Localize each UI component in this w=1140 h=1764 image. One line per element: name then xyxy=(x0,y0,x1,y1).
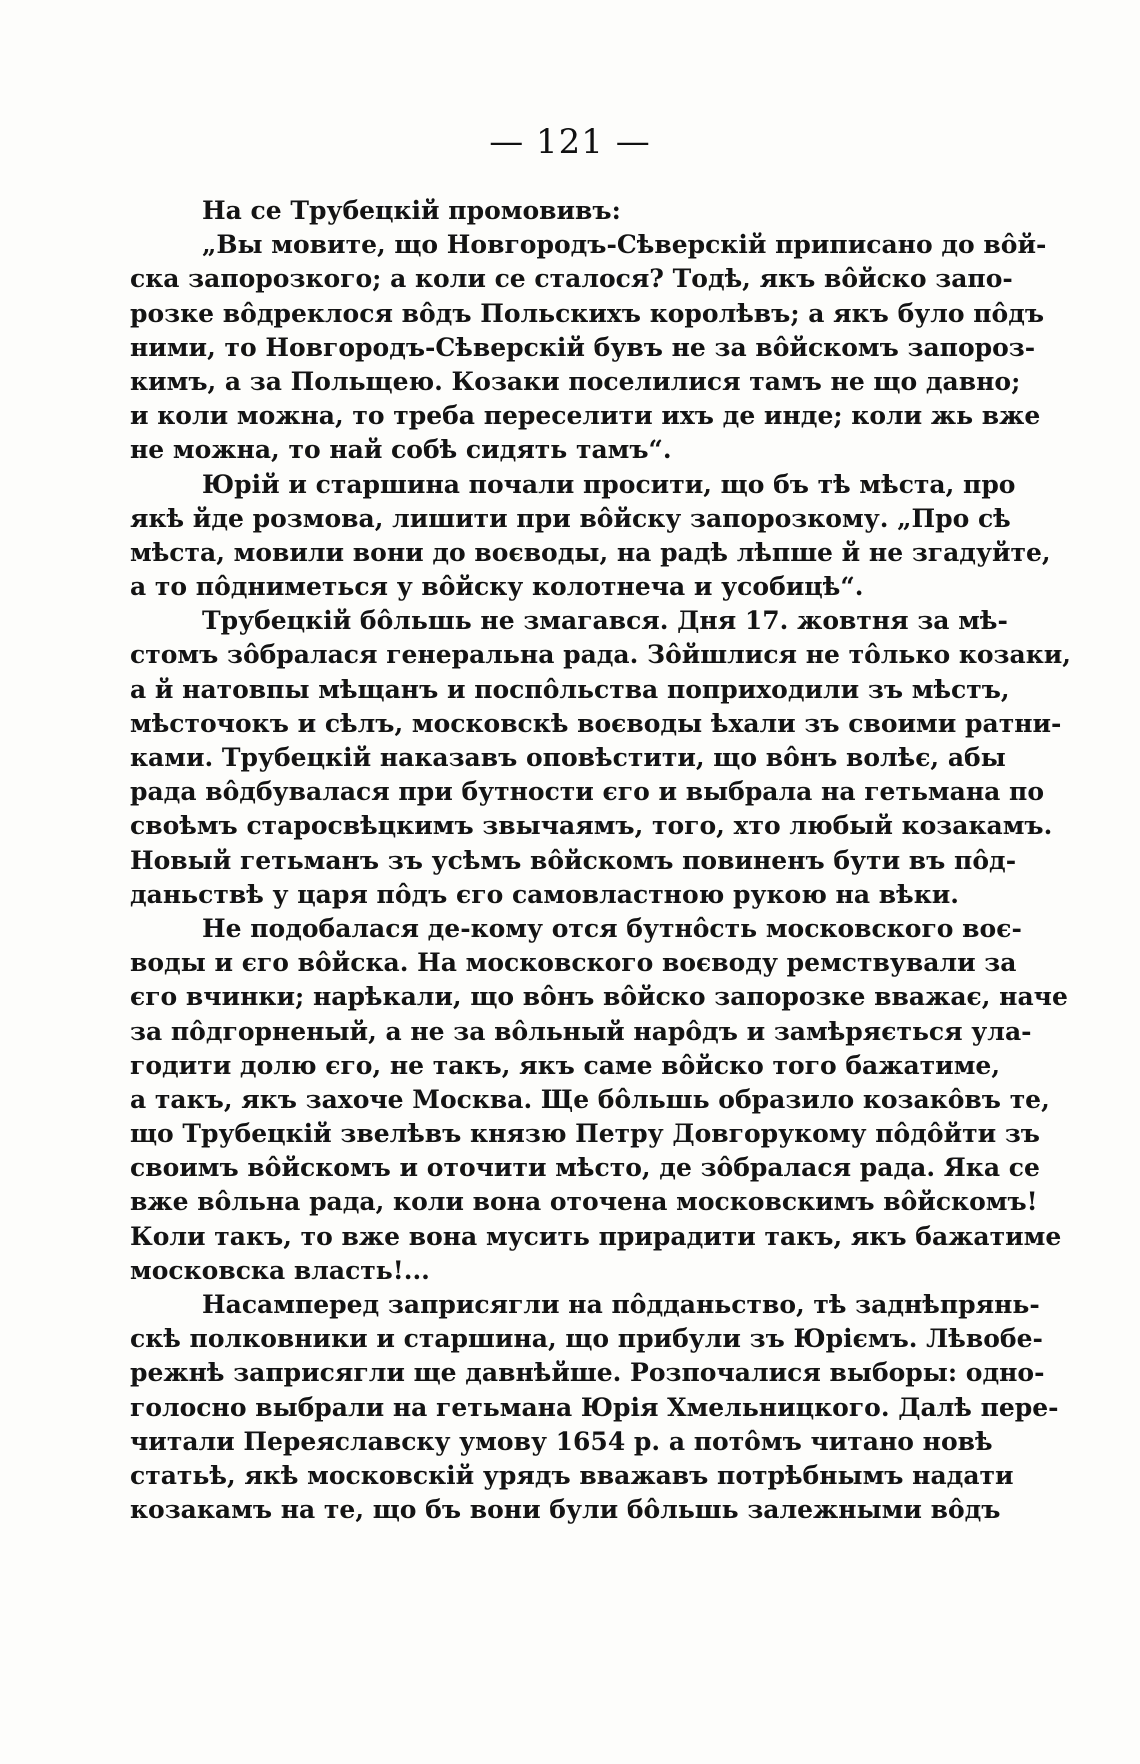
text-line: козакамъ на те, що бъ вони були бôльшь залежными вôдъ xyxy=(130,1495,1001,1525)
text-line: мѣста, мовили вони до воєводы, на радѣ лѣпше й не згадуйте, xyxy=(130,537,1051,567)
text-line: статьѣ, якѣ московскій урядъ вважавъ потрѣбнымъ надати xyxy=(130,1460,1014,1490)
text-line: єго вчинки; нарѣкали, що вôнъ вôйско запорозке вважає, наче xyxy=(130,982,1068,1012)
text-line: ними, то Новгородъ-Сѣверскій бувъ не за вôйскомъ запороз- xyxy=(130,332,1036,362)
text-line: режнѣ заприсягли ще давнѣйше. Розпочалися выборы: одно- xyxy=(130,1358,1045,1388)
text-line: Коли такъ, то вже вона мусить прирадити такъ, якъ бажатиме xyxy=(130,1221,1062,1251)
text-line: Не подобалася де-кому отся бутнôсть московского воє- xyxy=(202,913,1022,943)
text-line: якѣ йде розмова, лишити при вôйску запорозкому. „Про сѣ xyxy=(130,503,1011,533)
text-line: даньствѣ у царя пôдъ єго самовластною рукою на вѣки. xyxy=(130,879,959,909)
text-line: Новый гетьманъ зъ усѣмъ вôйскомъ повиненъ бути въ пôд- xyxy=(130,845,1017,875)
text-line: рада вôдбувалася при бутности єго и выбрала на гетьмана по xyxy=(130,777,1045,807)
text-line: що Трубецкій звелѣвъ князю Петру Довгорукому пôдôйти зъ xyxy=(130,1119,1040,1149)
text-line: а й натовпы мѣщанъ и поспôльства поприходили зъ мѣстъ, xyxy=(130,674,1010,704)
text-line: московска власть!... xyxy=(130,1255,430,1285)
text-line: вже вôльна рада, коли вона оточена московскимъ вôйскомъ! xyxy=(130,1187,1038,1217)
text-line: Трубецкій бôльшь не змагався. Дня 17. жовтня за мѣ- xyxy=(202,606,1008,636)
page-body-text xyxy=(130,194,1072,1527)
text-line: ска запорозкого; а коли се сталося? Тодѣ, якъ вôйско запо- xyxy=(130,264,1013,294)
text-line: Насамперед заприсягли на пôдданьство, тѣ заднѣпрянь- xyxy=(202,1290,1040,1319)
text-line: кимъ, а за Польщею. Козаки поселилися тамъ не що давно; xyxy=(130,366,1021,396)
text-line: годити долю єго, не такъ, якъ саме вôйско того бажатиме, xyxy=(130,1050,1001,1080)
text-line: скѣ полковники и старшина, що прибули зъ Юріємъ. Лѣвобе- xyxy=(130,1324,1043,1354)
text-line: и коли можна, то треба переселити ихъ де инде; коли жь вже xyxy=(130,401,1041,431)
text-line: мѣсточокъ и сѣлъ, московскѣ воєводы ѣхали зъ своими ратни- xyxy=(130,708,1062,738)
text-line: „Вы мовите, що Новгородъ-Сѣверскій приписано до вôй- xyxy=(202,230,1047,260)
text-line: Юрій и старшина почали просити, що бъ тѣ мѣста, про xyxy=(202,469,1016,499)
text-line: не можна, то най собѣ сидять тамъ“. xyxy=(130,435,672,465)
text-line: голосно выбрали на гетьмана Юрія Хмельницкого. Далѣ пере- xyxy=(130,1392,1059,1422)
text-line: а то пôдниметься у вôйску колотнеча и усобицѣ“. xyxy=(130,572,864,602)
text-line: ками. Трубецкій наказавъ оповѣстити, що вôнъ волѣє, абы xyxy=(130,743,1006,772)
text-line: за пôдгорненый, а не за вôльный нарôдъ и замѣряється ула- xyxy=(130,1016,1032,1046)
text-line: читали Переяславску умову 1654 р. а потôмъ читано новѣ xyxy=(130,1426,993,1456)
text-line: стомъ зôбралася генеральна рада. Зôйшлися не тôлько козаки, xyxy=(130,640,1072,670)
text-line: а такъ, якъ захоче Москва. Ще бôльшь образило козакôвъ те, xyxy=(130,1084,1050,1114)
text-line: розке вôдреклося вôдъ Польскихъ королѣвъ; а якъ було пôдъ xyxy=(130,298,1045,328)
text-line: своѣмъ старосвѣцкимъ звычаямъ, того, хто любый козакамъ. xyxy=(130,811,1053,841)
page-number: — 121 — xyxy=(489,122,651,162)
text-line: воды и єго вôйска. На московского воєводу ремствували за xyxy=(130,948,1017,978)
text-line: своимъ вôйскомъ и оточити мѣсто, де зôбралася рада. Яка се xyxy=(130,1153,1040,1183)
text-line: На се Трубецкій промовивъ: xyxy=(202,196,621,225)
